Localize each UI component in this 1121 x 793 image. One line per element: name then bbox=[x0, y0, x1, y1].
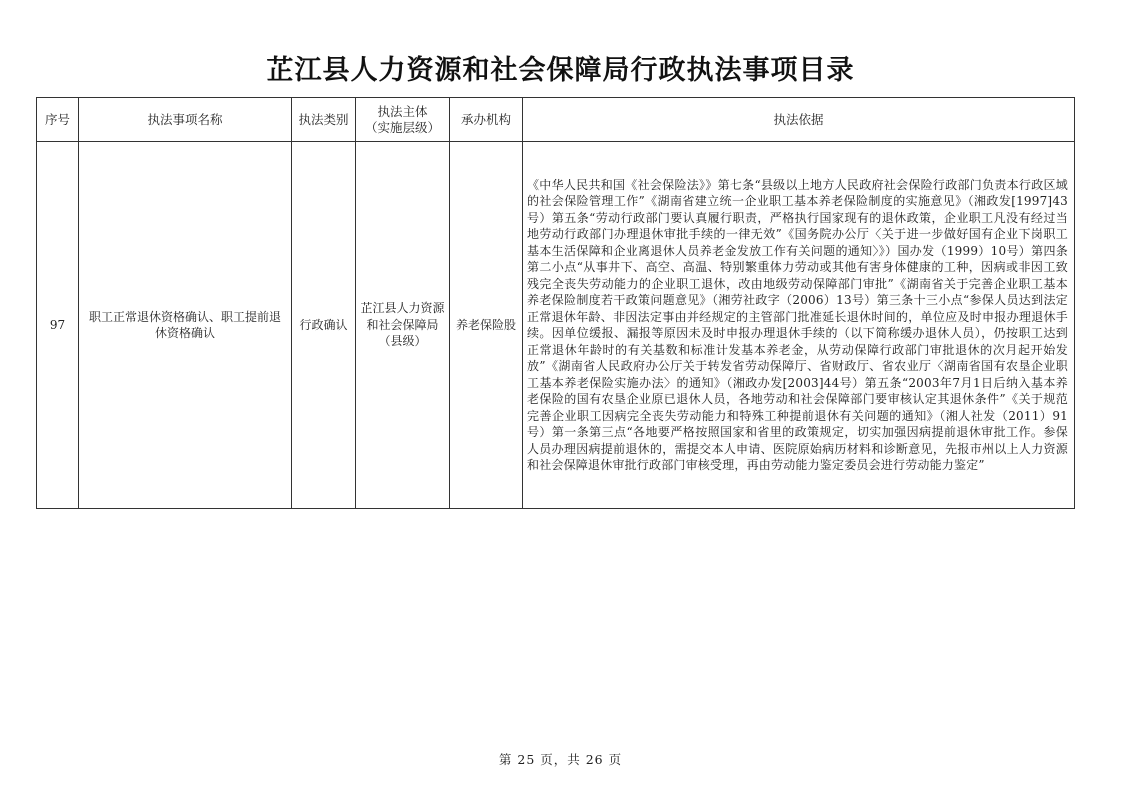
header-org: 承办机构 bbox=[450, 98, 523, 142]
header-subject-line1: 执法主体 bbox=[377, 103, 428, 119]
header-basis: 执法依据 bbox=[523, 98, 1075, 142]
enforcement-catalog-table bbox=[36, 97, 1075, 509]
header-name: 执法事项名称 bbox=[79, 98, 292, 142]
cell-type: 行政确认 bbox=[292, 142, 356, 509]
cell-org: 养老保险股 bbox=[450, 142, 523, 509]
cell-basis: 《中华人民共和国《社会保险法》》第七条“县级以上地方人民政府社会保险行政部门负责本行政区域的社会保险管理工作”《湖南省建立统一企业职工基本养老保险制度的实施意见》（湘政发[1997]43号）第五条“劳动行政部门要认真履行职责，严格执行国家现有的退休政策，企业职工凡没有经过当地劳动行政部门办理退休审批手续的一律无效”《国务院办公厅〈关于进一步做好国有企业下岗职工基本生活保障和企业离退休人员养老金发放工作有关问题的通知〉》）国办发（1999）10号）第四条第二小点“从事井下、高空、高温、特别繁重体力劳动或其他有害身体健康的工种，因病或非因工致残完全丧失劳动能力的企业职工退休，改由地级劳动保障部门审批”《湖南省关于完善企业职工基本养老保险制度若干政策问题意见》（湘劳社政字（2006）13号）第三条十三小点“参保人员达到法定正常退休年龄、非因法定事由并经规定的主管部门批准延长退休时间的，单位应及时申报办理退休手续。因单位缓报、漏报等原因未及时申报办理退休手续的（以下简称缓办退休人员），仍按职工达到正常退休年龄时的有关基数和标准计发基本养老金，从劳动保障行政部门审批退休的次月起开始发放”《湖南省人民政府办公厅关于转发省劳动保障厅、省财政厅、省农业厅〈湖南省国有农垦企业职工基本养老保险实施办法〉的通知》（湘政办发[2003]44号）第五条“2003年7月1日后纳入基本养老保险的国有农垦企业原已退休人员，各地劳动和社会保障部门要审核认定其退休条件”《关于规范完善企业职工因病完全丧失劳动能力和特殊工种提前退休有关问题的通知》（湘人社发（2011）91号）第一条第三点“各地要严格按照国家和省里的政策规定，切实加强因病提前退休审批工作。参保人员办理因病提前退休的，需提交本人申请、医院原始病历材料和诊断意见，先报市州以上人力资源和社会保障退休审批行政部门审核受理，再由劳动能力鉴定委员会进行劳动能力鉴定” bbox=[523, 142, 1075, 509]
header-subject bbox=[356, 98, 450, 142]
header-no: 序号 bbox=[37, 98, 79, 142]
table-header-row bbox=[37, 98, 1075, 142]
header-subject-line2: （实施层级） bbox=[364, 119, 440, 135]
cell-no: 97 bbox=[37, 142, 79, 509]
table-row bbox=[37, 142, 1075, 509]
header-type: 执法类别 bbox=[292, 98, 356, 142]
document-title: 芷江县人力资源和社会保障局行政执法事项目录 bbox=[266, 55, 855, 86]
cell-name: 职工正常退休资格确认、职工提前退休资格确认 bbox=[79, 142, 292, 509]
page-footer: 第 25 页，共 26 页 bbox=[498, 752, 623, 767]
cell-subject: 芷江县人力资源和社会保障局（县级） bbox=[356, 142, 450, 509]
